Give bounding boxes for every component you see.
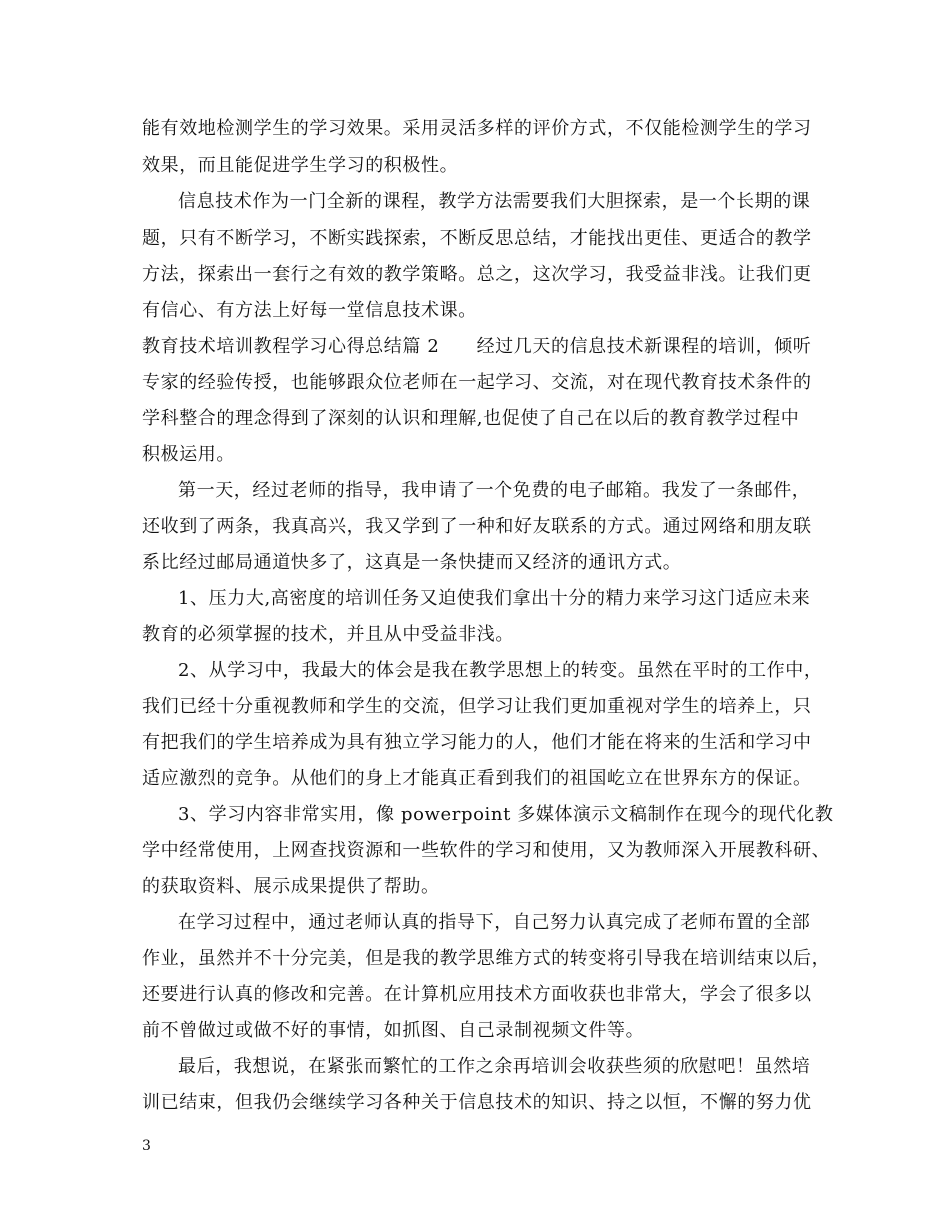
text-line: 积极运用。 (142, 444, 235, 465)
text-line: 系比经过邮局通道快多了，这真是一条快捷而又经济的通讯方式。 (142, 552, 682, 573)
text-line: 题，只有不断学习，不断实践探索，不断反思总结，才能找出更佳、更适合的教学 (142, 228, 812, 249)
text-line: 学中经常使用，上网查找资源和一些软件的学习和使用，又为教师深入开展教科研、 (142, 840, 831, 861)
text-line: 作业，虽然并不十分完美，但是我的教学思维方式的转变将引导我在培训结束以后， (142, 948, 831, 969)
text-line: 教育的必须掌握的技术，并且从中受益非浅。 (142, 624, 514, 645)
text-line: 有把我们的学生培养成为具有独立学习能力的人，他们才能在将来的生活和学习中 (142, 732, 812, 753)
text-line: 训已结束，但我仍会继续学习各种关于信息技术的知识、持之以恒，不懈的努力优 (142, 1092, 812, 1113)
text-line: 还要进行认真的修改和完善。在计算机应用技术方面收获也非常大，学会了很多以 (142, 984, 812, 1005)
text-line: 第一天，经过老师的指导，我申请了一个免费的电子邮箱。我发了一条邮件， (178, 480, 811, 501)
text-line: 有信心、有方法上好每一堂信息技术课。 (142, 300, 477, 321)
text-line: 学科整合的理念得到了深刻的认识和理解,也促使了自己在以后的教育教学过程中 (142, 408, 800, 429)
text-line: 前不曾做过或做不好的事情，如抓图、自己录制视频文件等。 (142, 1020, 645, 1041)
text-line: 信息技术作为一门全新的课程，教学方法需要我们大胆探索，是一个长期的课 (178, 191, 811, 212)
text-line: 我们已经十分重视教师和学生的交流，但学习让我们更加重视对学生的培养上，只 (142, 696, 812, 717)
text-line: 适应激烈的竞争。从他们的身上才能真正看到我们的祖国屹立在世界东方的保证。 (142, 768, 812, 789)
text-line: 专家的经验传授，也能够跟众位老师在一起学习、交流，对在现代教育技术条件的 (142, 372, 812, 393)
section-heading-line: 教育技术培训教程学习心得总结篇 2 经过几天的信息技术新课程的培训，倾听 (142, 336, 812, 357)
text-line: 1、压力大,高密度的培训任务又迫使我们拿出十分的精力来学习这门适应未来 (178, 588, 811, 609)
text-line: 在学习过程中，通过老师认真的指导下，自己努力认真完成了老师布置的全部 (178, 912, 811, 933)
text-line: 还收到了两条，我真高兴，我又学到了一种和好友联系的方式。通过网络和朋友联 (142, 516, 812, 537)
text-line: 效果，而且能促进学生学习的积极性。 (142, 155, 459, 176)
text-line: 3、学习内容非常实用，像 powerpoint 多媒体演示文稿制作在现今的现代化教 (178, 804, 834, 825)
text-line: 能有效地检测学生的学习效果。采用灵活多样的评价方式，不仅能检测学生的学习 (142, 118, 812, 139)
text-line: 方法，探索出一套行之有效的教学策略。总之，这次学习，我受益非浅。让我们更 (142, 264, 812, 285)
page-number: 3 (142, 1138, 151, 1154)
text-line: 最后，我想说，在紧张而繁忙的工作之余再培训会收获些须的欣慰吧！虽然培 (178, 1056, 811, 1077)
text-line: 2、从学习中，我最大的体会是我在教学思想上的转变。虽然在平时的工作中， (178, 660, 823, 681)
text-line: 的获取资料、展示成果提供了帮助。 (142, 876, 440, 897)
